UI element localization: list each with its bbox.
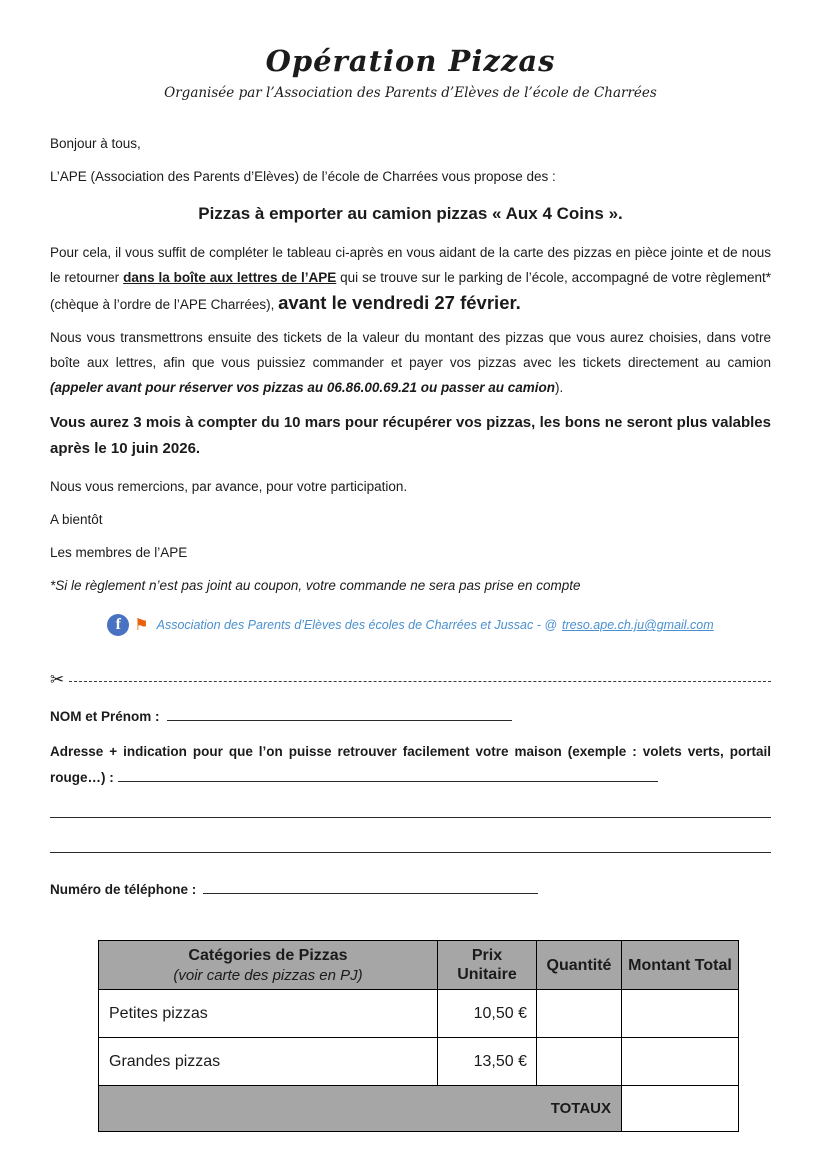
instructions-part2: qui se trouve sur le parking de l’école, accompagné de votre règlement* (chèque à l’ordre de l’APE Charrées),: [50, 270, 771, 312]
dashed-line: [69, 681, 771, 682]
tickets-suffix: ).: [555, 380, 564, 395]
categories-title: Catégories de Pizzas: [188, 946, 348, 964]
phone-reservation-bold-italic: (appeler avant pour réserver vos pizzas au 06.86.00.69.21 ou passer au camion: [50, 380, 555, 395]
farewell-text: A bientôt: [50, 512, 103, 527]
association-footer: [50, 614, 771, 636]
header-total: Montant Total: [622, 941, 739, 990]
table-totals-row: [99, 1086, 739, 1132]
petites-total-cell: [622, 990, 739, 1038]
phone-label: Numéro de téléphone :: [50, 882, 197, 897]
address-blank-line-2: [50, 817, 771, 818]
address-blank-line-3: [50, 852, 771, 853]
page-title: Opération Pizzas: [265, 44, 556, 78]
grandes-price-cell: 13,50 €: [438, 1038, 537, 1086]
paragraph-instructions: [50, 240, 771, 317]
tickets-part1: Nous vous transmettrons ensuite des tickets de la valeur du montant des pizzas que vous aurez choisies, dans votre boîte aux lettres, afin que vous puissiez commander et payer vos pizzas avec les tickets directement au camion: [50, 330, 771, 370]
table-row-grandes: [99, 1038, 739, 1086]
header-categories: [99, 941, 438, 990]
order-table: [98, 940, 739, 1132]
headline-text: Pizzas à emporter au camion pizzas « Aux 4 Coins ».: [198, 204, 623, 223]
name-label: NOM et Prénom :: [50, 709, 160, 724]
totals-value-cell: [622, 1086, 739, 1132]
instructions-part1: Pour cela, il vous suffit de compléter le tableau ci-après en vous aidant de la carte des pizzas en pièce jointe et de nous le retourner: [50, 245, 771, 285]
header-quantity: Quantité: [537, 941, 622, 990]
payment-note: *Si le règlement n’est pas joint au coupon, votre commande ne sera pas prise en compte: [50, 578, 581, 593]
address-blank-line-1: [118, 768, 658, 782]
flag-icon: ⚑: [134, 617, 149, 634]
phone-blank-line: [203, 880, 538, 894]
mailbox-bold-underline: dans la boîte aux lettres de l’APE: [123, 270, 337, 285]
table-row-petites: [99, 990, 739, 1038]
greeting-text: Bonjour à tous,: [50, 136, 141, 151]
signature-text: Les membres de l’APE: [50, 545, 188, 560]
facebook-icon: f: [107, 614, 129, 636]
header-unit-price: Prix Unitaire: [438, 941, 537, 990]
categories-subtitle: (voir carte des pizzas en PJ): [173, 966, 363, 984]
validity-paragraph: Vous aurez 3 mois à compter du 10 mars pour récupérer vos pizzas, les bons ne seront plus valables après le 10 juin 2026.: [50, 414, 771, 457]
name-field: [50, 704, 771, 729]
address-field: [50, 739, 771, 791]
totals-label-cell: TOTAUX: [99, 1086, 622, 1132]
deadline-text: avant le vendredi 27 février.: [278, 292, 521, 313]
page-subtitle: Organisée par l’Association des Parents d’Elèves de l’école de Charrées: [164, 85, 657, 101]
intro-text: L’APE (Association des Parents d’Elèves) de l’école de Charrées vous propose des :: [50, 169, 556, 184]
table-header-row: [99, 941, 739, 990]
address-label: Adresse + indication pour que l’on puisse retrouver facilement votre maison (exemple : volets verts, portail rouge…) :: [50, 744, 771, 785]
grandes-quantity-cell: [537, 1038, 622, 1086]
association-text: Association des Parents d’Elèves des écoles de Charrées et Jussac - @: [156, 618, 558, 632]
petites-price-cell: 10,50 €: [438, 990, 537, 1038]
grandes-total-cell: [622, 1038, 739, 1086]
thanks-text: Nous vous remercions, par avance, pour votre participation.: [50, 479, 408, 494]
email-link[interactable]: treso.ape.ch.ju@gmail.com: [562, 618, 714, 632]
petites-category-cell: Petites pizzas: [99, 990, 438, 1038]
name-blank-line: [167, 707, 512, 721]
petites-quantity-cell: [537, 990, 622, 1038]
scissors-icon: ✂: [50, 670, 65, 689]
phone-field: [50, 877, 771, 902]
paragraph-tickets: [50, 325, 771, 400]
grandes-category-cell: Grandes pizzas: [99, 1038, 438, 1086]
cut-line: [50, 670, 771, 690]
